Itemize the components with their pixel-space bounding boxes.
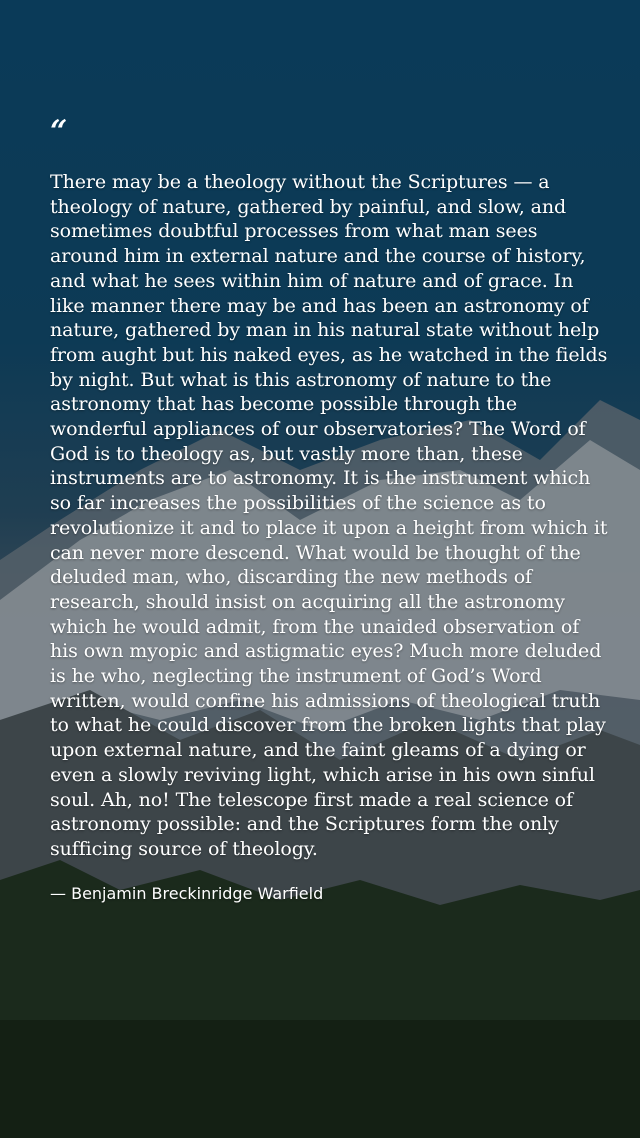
foreground-ground (0, 1020, 640, 1138)
quote-author: — Benjamin Breckinridge Warfield (50, 883, 324, 903)
quote-card (50, 110, 610, 903)
quote-text: There may be a theology without the Scriptures — a theology of nature, gathered by painful, and slow, and sometimes doubtful processes from what man sees around him in external nature and the course of history, and what he sees within him of nature and of grace. In like manner there may be and has been an astronomy of nature, gathered by man in his natural state without help from aught but his naked eyes, as he watched in the fields by night. But what is this astronomy of nature to the astronomy that has become possible through the wonderful appliances of our observatories? The Word of God is to theology as, but vastly more than, these instruments are to astronomy. It is the instrument which so far increases the possibilities of the science as to revolutionize it and to place it upon a height from which it can never more descend. What would be thought of the deluded man, who, discarding the new methods of research, should insist on acquiring all the astronomy which he would admit, from the unaided observation of his own myopic and astigmatic eyes? Much more deluded is he who, neglecting the instrument of God’s Word written, would confine his admissions of theological truth to what he could discover from the broken lights that play upon external nature, and the faint gleams of a dying or even a slowly reviving light, which arise in his own sinful soul. Ah, no! The telescope first made a real science of astronomy possible: and the Scriptures form the only sufficing source of theology. (50, 171, 608, 860)
quote-mark: “ (50, 114, 68, 149)
